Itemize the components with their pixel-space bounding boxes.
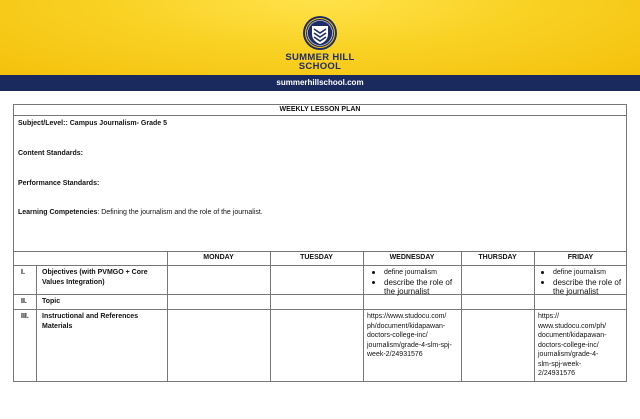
list-item: define journalism bbox=[537, 268, 625, 278]
header-banner bbox=[0, 0, 640, 75]
list-item: describe the role of the journalist bbox=[368, 278, 460, 297]
wednesday-reference-link[interactable] bbox=[367, 312, 461, 360]
row-label-line: Materials bbox=[42, 322, 73, 330]
row-number: I. bbox=[21, 269, 25, 276]
day-header-thursday: THURSDAY bbox=[478, 254, 517, 261]
website-url[interactable]: summerhillschool.com bbox=[0, 75, 640, 91]
subject-value: : Campus Journalism- Grade 5 bbox=[65, 120, 167, 127]
row-label-materials bbox=[42, 312, 166, 331]
link-line[interactable]: journalism/grade-4-slm-spj- bbox=[367, 341, 452, 349]
link-line[interactable]: 2/24931576 bbox=[538, 370, 575, 377]
row-number: III. bbox=[21, 313, 29, 320]
row-number: II. bbox=[21, 298, 27, 305]
subject-label: Subject/Level: bbox=[18, 120, 66, 127]
day-header-monday: MONDAY bbox=[203, 254, 234, 261]
day-header-wednesday: WEDNESDAY bbox=[389, 254, 435, 261]
link-line[interactable]: slm-spj-week- bbox=[538, 360, 582, 368]
performance-standards-label: Performance Standards: bbox=[18, 180, 100, 187]
link-line[interactable]: document/kidapawan- bbox=[538, 332, 607, 339]
content-standards-label: Content Standards: bbox=[18, 150, 83, 157]
day-header-friday: FRIDAY bbox=[567, 254, 594, 261]
list-item: define journalism bbox=[368, 268, 460, 278]
row-label-line: Values Integration) bbox=[42, 278, 105, 286]
link-line[interactable]: doctors-college-inc/ bbox=[538, 341, 599, 349]
link-line[interactable]: www.studocu.com/ph/ bbox=[538, 322, 607, 330]
content-standards-field bbox=[18, 150, 83, 157]
school-name: SUMMER HILL bbox=[285, 52, 355, 63]
list-item: describe the role of the journalist bbox=[537, 278, 625, 297]
school-name-line2: SCHOOL bbox=[298, 61, 342, 72]
link-line[interactable]: journalism/grade-4- bbox=[538, 351, 599, 358]
learning-competencies-label: Learning Competencies bbox=[18, 209, 98, 216]
link-line[interactable]: doctors-college-inc/ bbox=[367, 332, 428, 339]
link-line[interactable]: week-2/24931576 bbox=[367, 351, 423, 358]
wednesday-objectives bbox=[368, 268, 460, 297]
row-label-objectives bbox=[42, 268, 166, 287]
row-label-topic: Topic bbox=[42, 298, 61, 305]
learning-competencies-value: : Defining the journalism and the role of the journalist. bbox=[97, 209, 263, 216]
learning-competencies-field bbox=[18, 209, 263, 216]
friday-objectives bbox=[537, 268, 625, 297]
link-line[interactable]: https://www.studocu.com/ bbox=[367, 313, 447, 320]
friday-reference-link[interactable] bbox=[538, 312, 626, 379]
row-label-line: Instructional and References bbox=[42, 313, 139, 320]
row-label-line: Objectives (with PVMGO + Core bbox=[42, 269, 148, 276]
subject-level-field bbox=[18, 120, 167, 127]
lesson-plan-title: WEEKLY LESSON PLAN bbox=[279, 106, 361, 113]
link-line[interactable]: https:// bbox=[538, 313, 560, 320]
link-line[interactable]: ph/document/kidapawan- bbox=[367, 322, 446, 330]
day-header-tuesday: TUESDAY bbox=[300, 254, 333, 261]
performance-standards-field bbox=[18, 180, 99, 187]
